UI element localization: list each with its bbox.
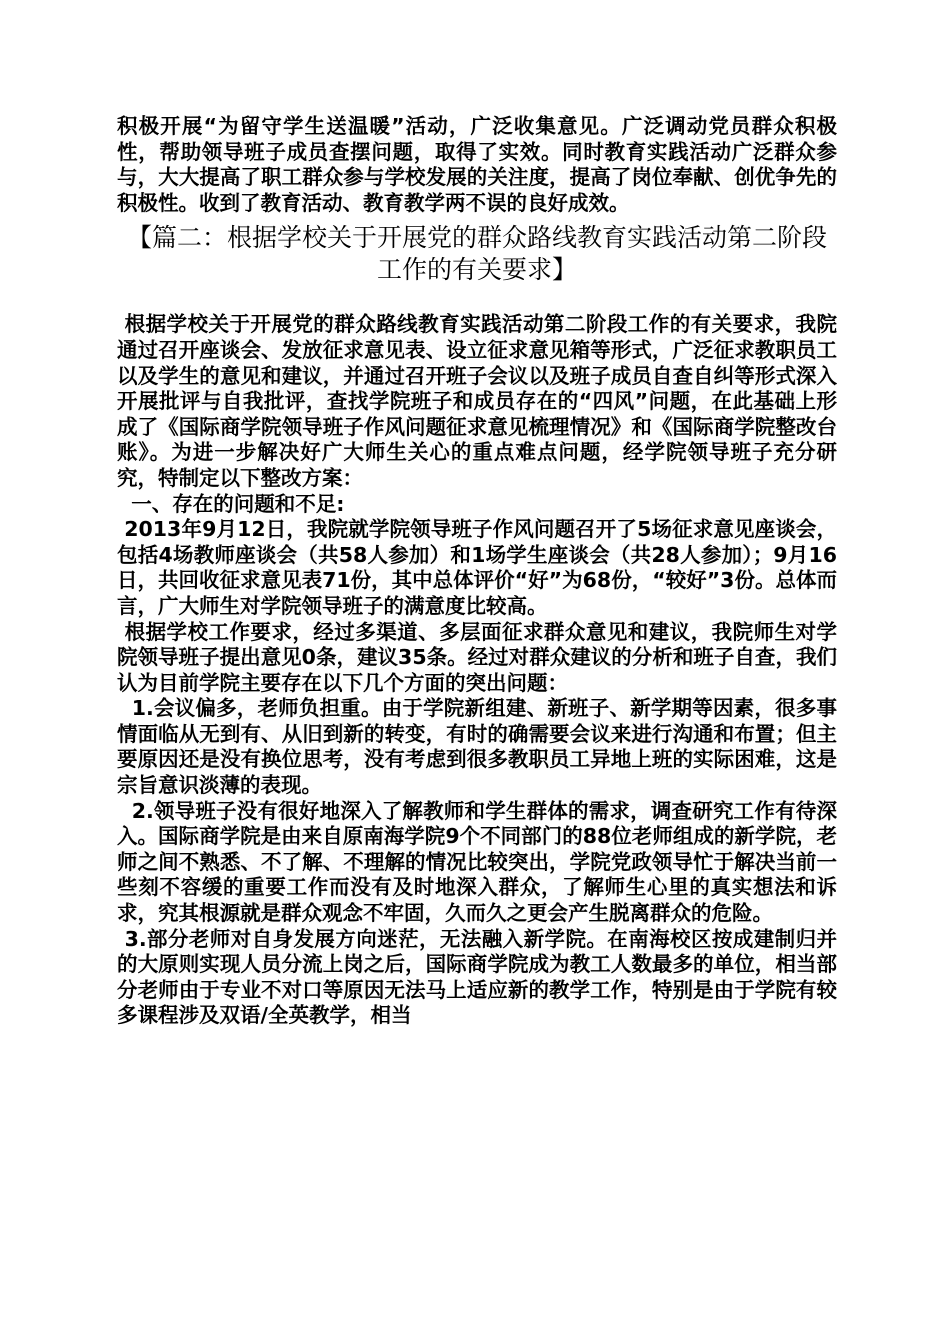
paragraph-issue-1: 1.会议偏多，老师负担重。由于学院新组建、新班子、新学期等因素，很多事情面临从无到有、从旧到新的转变，有时的确需要会议来进行沟通和布置；但主要原因还是没有换位思考，没有考虑到很多教职员工异地上班的实际困难，这是宗旨意识淡薄的表现。 — [117, 696, 837, 798]
document-page — [117, 114, 837, 1029]
paragraph-intro: 根据学校关于开展党的群众路线教育实践活动第二阶段工作的有关要求，我院通过召开座谈会、发放征求意见表、设立征求意见箱等形式，广泛征求教职员工以及学生的意见和建议，并通过召开班子会议以及班子成员自查自纠等形式深入开展批评与自我批评，查找学院班子和成员存在的“四风”问题，在此基础上形成了《国际商学院领导班子作风问题征求意见梳理情况》和《国际商学院整改台账》。为进一步解决好广大师生关心的重点难点问题，经学院领导班子充分研究，特制定以下整改方案： — [117, 312, 838, 490]
paragraph-top: 积极开展“为留守学生送温暖”活动，广泛收集意见。广泛调动党员群众积极性，帮助领导班子成员查摆问题，取得了实效。同时教育实践活动广泛群众参与，大大提高了职工群众参与学校发展的关注度，提高了岗位奉献、创优争先的积极性。收到了教育活动、教育教学两不误的良好成效。 — [117, 114, 837, 215]
paragraph-issue-3: 3.部分老师对自身发展方向迷茫，无法融入新学院。在南海校区按成建制归并的大原则实现人员分流上岗之后，国际商学院成为教工人数最多的单位，相当部分老师由于专业不对口等原因无法马上适应新的教学工作，特别是由于学院有较多课程涉及双语/全英教学，相当 — [117, 926, 837, 1028]
paragraph-findings: 根据学校工作要求，经过多渠道、多层面征求群众意见和建议，我院师生对学院领导班子提出意见0条，建议35条。经过对群众建议的分析和班子自查，我们认为目前学院主要存在以下几个方面的突出问题： — [117, 619, 838, 695]
paragraph-issue-2: 2.领导班子没有很好地深入了解教师和学生群体的需求，调查研究工作有待深入。国际商学院是由来自原南海学院9个不同部门的88位老师组成的新学院，老师之间不熟悉、不了解、不理解的情况比较突出，学院党政领导忙于解决当前一些刻不容缓的重要工作而没有及时地深入群众，了解师生心里的真实想法和诉求，究其根源就是群众观念不牢固，久而久之更会产生脱离群众的危险。 — [117, 798, 837, 926]
section-heading: 【篇二：根据学校关于开展党的群众路线教育实践活动第二阶段工作的有关要求】 — [126, 223, 827, 285]
paragraph-survey: 2013年9月12日，我院就学院领导班子作风问题召开了5场征求意见座谈会，包括4场教师座谈会（共58人参加）和1场学生座谈会（共28人参加）；9月16日，共回收征求意见表71份，其中总体评价“好”为68份，“较好”3份。总体而言，广大师生对学院领导班子的满意度比较高。 — [117, 517, 837, 618]
paragraph-section-title: 一、存在的问题和不足: — [117, 491, 345, 516]
